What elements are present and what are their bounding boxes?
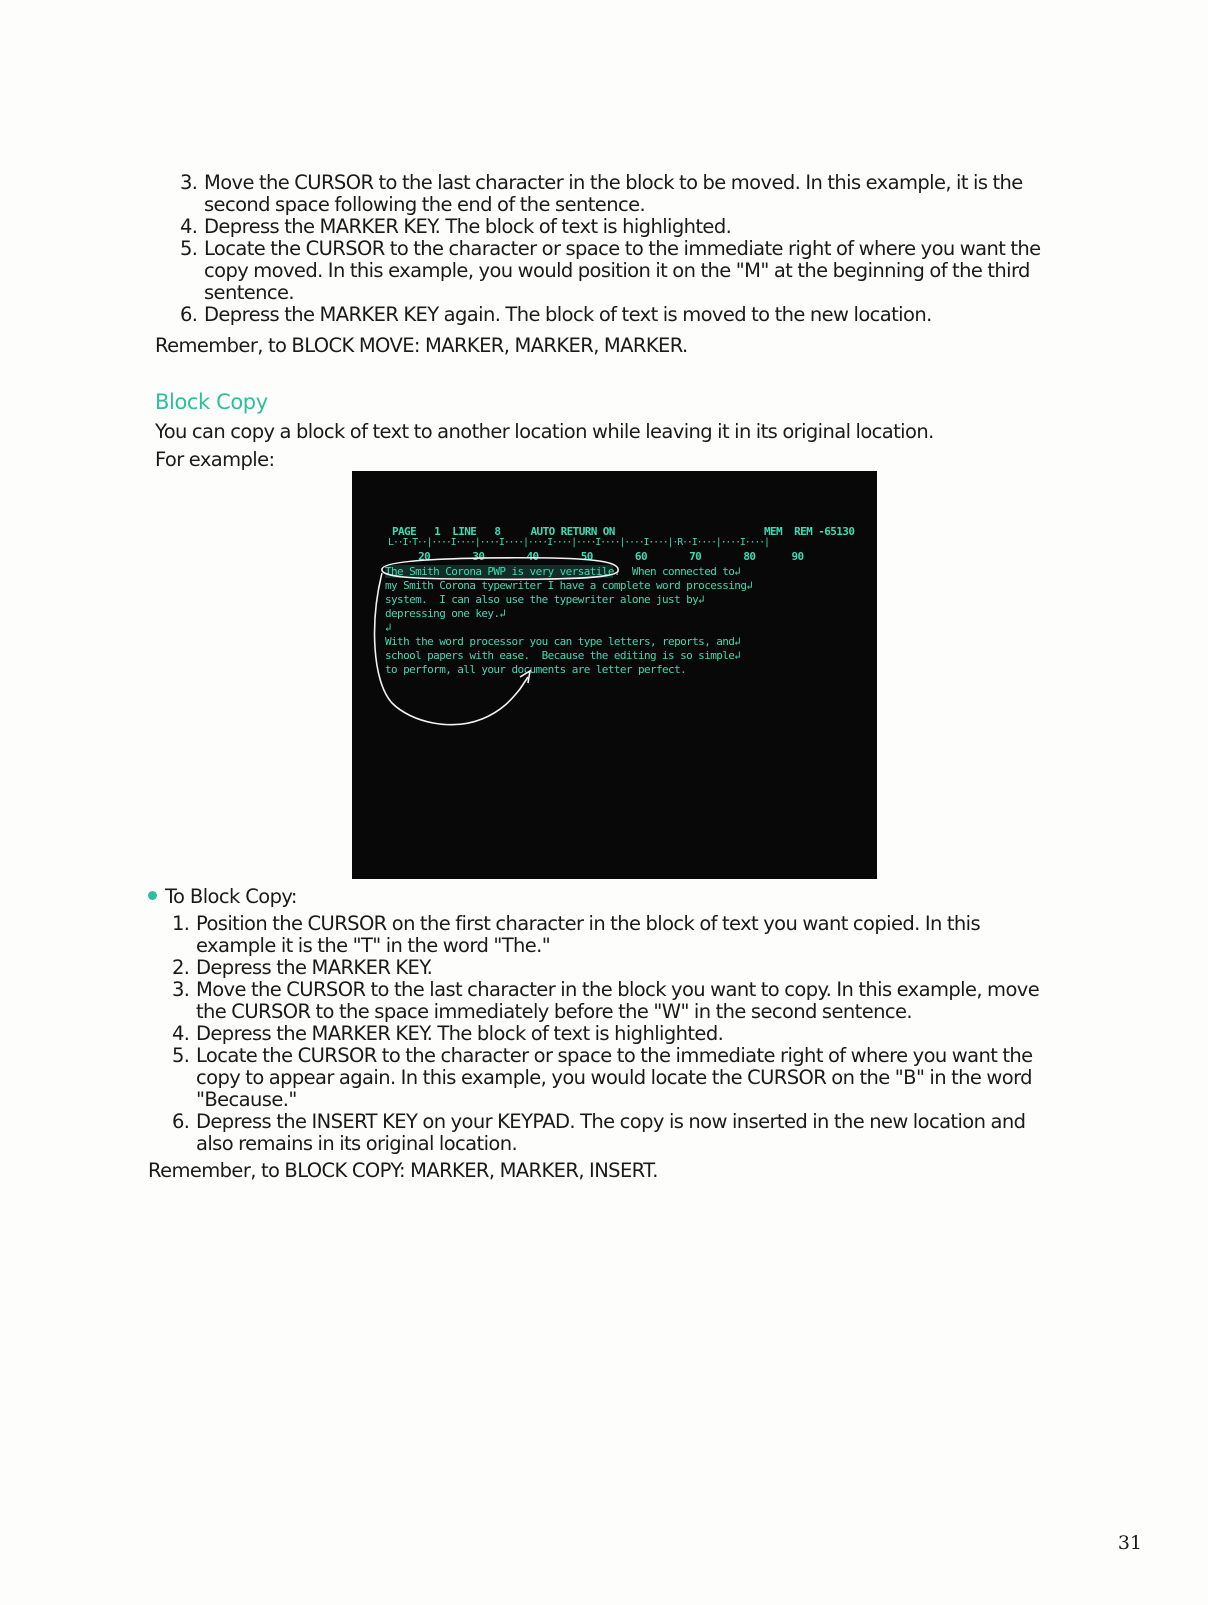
bullet-icon: [148, 891, 157, 900]
move-step-4: 4. Depress the MARKER KEY. The block of text is highlighted.: [180, 215, 732, 238]
highlighted-block: [385, 565, 613, 578]
block-copy-remember: Remember, to BLOCK COPY: MARKER, MARKER, INSERT.: [148, 1159, 658, 1182]
annotation-overlay: [352, 471, 877, 879]
block-move-steps: [180, 172, 1060, 326]
ruler-columns: 20 30 40 50 60 70 80 90: [388, 550, 804, 563]
copy-step-1: 1. Position the CURSOR on the first character in the block of text you want copied. In this example it is the "T" in the word "The.": [172, 912, 981, 957]
move-step-3: 3. Move the CURSOR to the last character in the block to be moved. In this example, it is the second space following the end of the sentence.: [180, 171, 1023, 216]
screen-line-3: system. I can also use the typewriter alone just by↲: [385, 593, 705, 606]
copy-arrow-line: [375, 573, 528, 725]
copy-step-3: 3. Move the CURSOR to the last character in the block you want to copy. In this example, move the CURSOR to the space immediately before the "W" in the second sentence.: [172, 978, 1040, 1023]
screen-line-6: With the word processor you can type letters, reports, and↲: [385, 635, 741, 648]
copy-step-5: 5. Locate the CURSOR to the character or space to the immediate right of where you want the copy to appear again. In this example, you would locate the CURSOR on the "B" in the word "Because.": [172, 1044, 1033, 1111]
ruler-line: L··I·T··|····I····|····I····|····I····|····I····|····I····|·R··I····|····I····|: [388, 537, 769, 548]
move-step-6: 6. Depress the MARKER KEY again. The block of text is moved to the new location.: [180, 303, 932, 326]
screen-photo: [352, 471, 877, 879]
block-copy-steps: [172, 913, 1062, 1155]
block-copy-heading: Block Copy: [155, 390, 268, 414]
screen-line-8: to perform, all your documents are letter perfect.: [385, 663, 687, 676]
screen-line-2: my Smith Corona typewriter I have a complete word processing↲: [385, 579, 753, 592]
page-number: 31: [1117, 1532, 1142, 1554]
block-copy-intro: You can copy a block of text to another location while leaving it in its original location. For example:: [155, 420, 934, 471]
status-bar-left: PAGE 1 LINE 8 AUTO RETURN ON: [392, 525, 615, 538]
move-step-5: 5. Locate the CURSOR to the character or space to the immediate right of where you want the copy moved. In this example, you would position it on the "M" at the beginning of the third sentence.: [180, 237, 1041, 304]
block-move-remember: Remember, to BLOCK MOVE: MARKER, MARKER, MARKER.: [155, 334, 688, 357]
copy-step-6: 6. Depress the INSERT KEY on your KEYPAD. The copy is now inserted in the new location and also remains in its original location.: [172, 1110, 1026, 1155]
screen-line-1: The Smith Corona PWP is very versatile. When connected to↲: [385, 565, 741, 578]
copy-step-2: 2. Depress the MARKER KEY.: [172, 956, 433, 979]
status-bar-right: MEM REM -65130: [764, 525, 855, 538]
screen-line-5: ↲: [385, 621, 392, 634]
to-block-copy-heading: To Block Copy:: [148, 885, 297, 908]
screen-line-4: depressing one key.↲: [385, 607, 506, 620]
copy-step-4: 4. Depress the MARKER KEY. The block of text is highlighted.: [172, 1022, 724, 1045]
screen-line-7: school papers with ease. Because the editing is so simple↲: [385, 649, 741, 662]
